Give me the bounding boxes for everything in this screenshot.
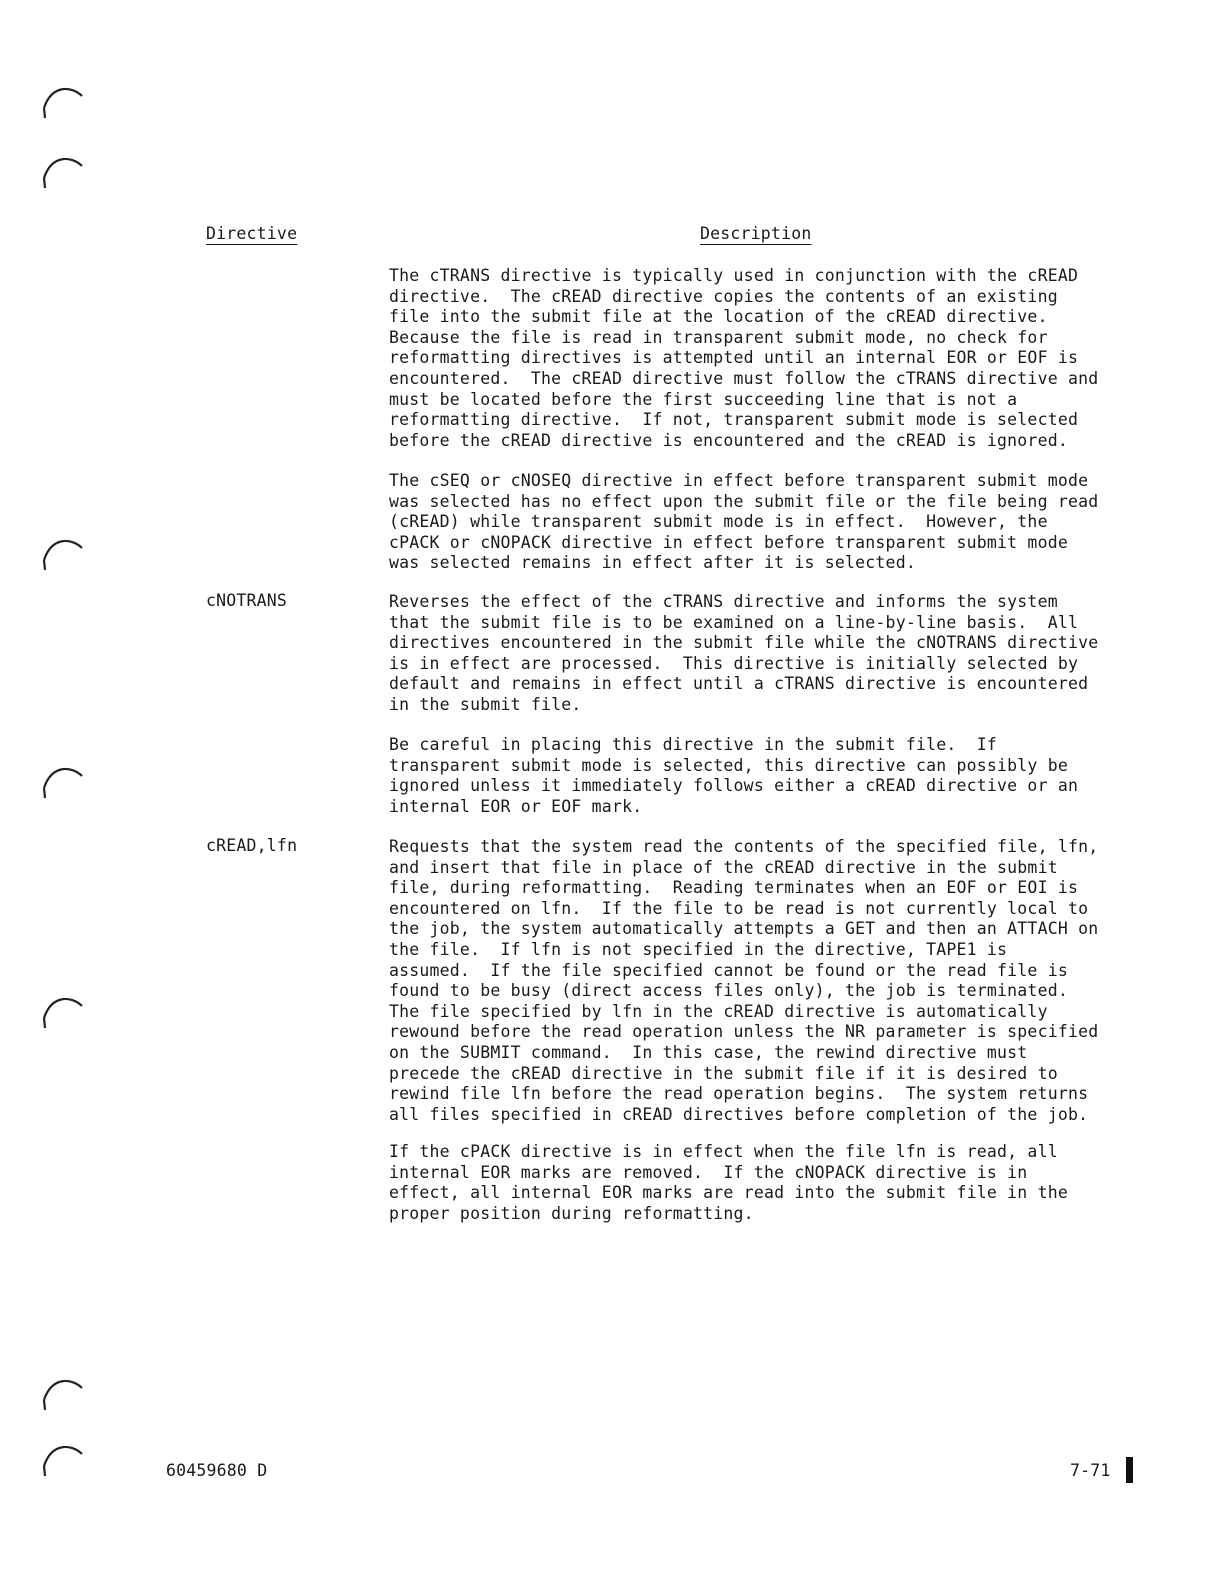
directive-column-header: Directive [206,224,298,243]
punch-hole-icon [38,1436,88,1484]
cread-directive-term: cREAD,lfn [206,836,298,855]
cread-description-paragraph: Requests that the system read the contents of the specified file, lfn, and insert that file in place of the cREAD directive in the submit file, during reformatting. Reading terminates when an EOF or EOI is encountered on lfn. If the file to be read is not currently local to the job, the system automatically attempts a GET and then an ATTACH on the file. If lfn is not specified in the directive, TAPE1 is assumed. If the file specified cannot be found or the read file is found to be busy (direct access files only), the job is terminated. The file specified by lfn in the cREAD directive is automatically rewound before the read operation unless the NR parameter is specified on the SUBMIT command. In this case, the rewind directive must precede the cREAD directive in the submit file if it is desired to rewind file lfn before the read operation begins. The system returns all files specified in cREAD directives before completion of the job. [389,837,1099,1124]
description-column-header: Description [700,224,812,243]
punch-hole-icon [38,78,88,126]
punch-hole-icon [38,1370,88,1418]
cseq-cnoseq-paragraph: The cSEQ or cNOSEQ directive in effect before transparent submit mode was selected has no effect upon the submit file or the file being read (cREAD) while transparent submit mode is in effect. However, the cPACK or cNOPACK directive in effect before transparent submit mode was selected remains in effect after it is selected. [389,471,1099,573]
ctrans-cread-paragraph: The cTRANS directive is typically used in conjunction with the cREAD directive. The cREAD directive copies the contents of an existing file into the submit file at the location of the cREAD directive. Because the file is read in transparent submit mode, no check for reformatting directives is attempted until an internal EOR or EOF is encountered. The cREAD directive must follow the cTRANS directive and must be located before the first succeeding line that is not a reformatting directive. If not, transparent submit mode is selected before the cREAD directive is encountered and the cREAD is ignored. [389,266,1099,450]
punch-hole-icon [38,148,88,196]
change-bar [1126,1457,1133,1483]
cnotrans-description-paragraph: Reverses the effect of the cTRANS directive and informs the system that the submit file is to be examined on a line-by-line basis. All directives encountered in the submit file while the cNOTRANS directive is in effect are processed. This directive is initially selected by default and remains in effect until a cTRANS directive is encountered in the submit file. [389,592,1099,714]
cnotrans-directive-term: cNOTRANS [206,591,288,610]
punch-hole-icon [38,988,88,1036]
punch-hole-icon [38,530,88,578]
punch-hole-icon [38,758,88,806]
page-number: 7-71 [1070,1461,1111,1480]
cread-cpack-paragraph: If the cPACK directive is in effect when the file lfn is read, all internal EOR marks are removed. If the cNOPACK directive is in effect, all internal EOR marks are read into the submit file in the proper position during reformatting. [389,1142,1068,1223]
cnotrans-caution-paragraph: Be careful in placing this directive in the submit file. If transparent submit mode is selected, this directive can possibly be ignored unless it immediately follows either a cREAD directive or an internal EOR or EOF mark. [389,735,1079,816]
document-number: 60459680 D [166,1461,268,1480]
